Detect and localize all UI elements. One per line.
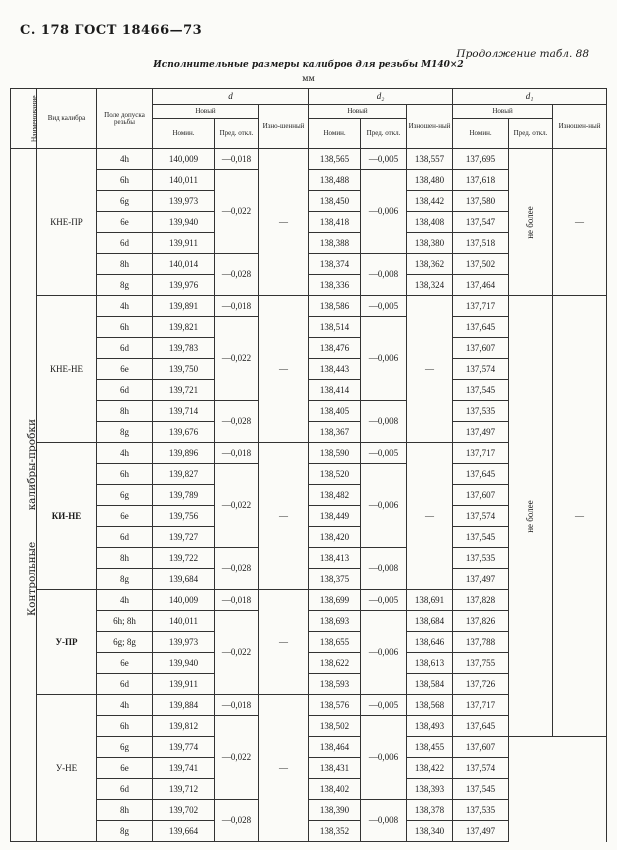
d1-nom: 137,828 [453, 590, 509, 611]
page-header-right: Продолжение табл. 88 [456, 48, 589, 60]
d-worn: — [259, 590, 309, 695]
d-nom: 139,741 [153, 758, 215, 779]
col-d-noviy: Новый [153, 105, 259, 119]
tol: 4h [97, 695, 153, 716]
d2-nom: 138,464 [309, 737, 361, 758]
d1-nom: 137,518 [453, 233, 509, 254]
d-dev: —0,022 [215, 317, 259, 401]
tol: 6e [97, 212, 153, 233]
d-nom: 139,891 [153, 296, 215, 317]
d2-nom: 138,593 [309, 674, 361, 695]
d2-worn: — [407, 443, 453, 590]
d1-nom: 137,645 [453, 464, 509, 485]
d1-nom: 137,726 [453, 674, 509, 695]
d1-nom: 137,717 [453, 695, 509, 716]
d2-nom: 138,375 [309, 569, 361, 590]
d2-worn: 138,480 [407, 170, 453, 191]
d-nom: 139,664 [153, 821, 215, 842]
d1-dev: не более [509, 296, 553, 737]
d2-worn: 138,568 [407, 695, 453, 716]
col-vid-kalibra: Вид калибра [37, 89, 97, 149]
table-row [11, 758, 607, 779]
d-nom: 139,714 [153, 401, 215, 422]
d-worn: — [259, 149, 309, 296]
d2-nom: 138,655 [309, 632, 361, 653]
d1-nom: 137,497 [453, 569, 509, 590]
d2-nom: 138,476 [309, 338, 361, 359]
d2-worn: 138,422 [407, 758, 453, 779]
d-dev: —0,028 [215, 800, 259, 842]
d-nom: 139,727 [153, 527, 215, 548]
tol: 8g [97, 422, 153, 443]
d2-nom: 138,367 [309, 422, 361, 443]
d-nom: 139,940 [153, 212, 215, 233]
d-nom: 139,712 [153, 779, 215, 800]
group-label: Контрольные калибры-пробки [26, 419, 38, 616]
tol: 6d [97, 233, 153, 254]
tol: 6e [97, 359, 153, 380]
tol: 8g [97, 275, 153, 296]
d-nom: 139,812 [153, 716, 215, 737]
col-d-pred: Пред. откл. [215, 119, 259, 149]
d-nom: 139,750 [153, 359, 215, 380]
d-nom: 139,684 [153, 569, 215, 590]
tol: 6h [97, 170, 153, 191]
table-title: Исполнительные размеры калибров для резьбы М140×2 [153, 60, 464, 70]
d2-dev: —0,006 [361, 317, 407, 401]
d2-nom: 138,443 [309, 359, 361, 380]
d-nom: 139,940 [153, 653, 215, 674]
d-dev: —0,018 [215, 443, 259, 464]
col-d2-nomin: Номин. [309, 119, 361, 149]
d-nom: 140,014 [153, 254, 215, 275]
tol: 4h [97, 590, 153, 611]
d2-dev: —0,008 [361, 254, 407, 296]
col-d2-iznosh: Изношен-ный [407, 105, 453, 149]
tol: 8g [97, 569, 153, 590]
block-name: У-ПР [37, 590, 97, 695]
tol: 6e [97, 758, 153, 779]
d1-nom: 137,545 [453, 527, 509, 548]
table-row [11, 821, 607, 842]
d1-nom: 137,645 [453, 716, 509, 737]
d2-worn: 138,393 [407, 779, 453, 800]
d1-nom: 137,717 [453, 443, 509, 464]
tol: 6g [97, 737, 153, 758]
d1-nom: 137,535 [453, 548, 509, 569]
d2-nom: 138,514 [309, 317, 361, 338]
d1-nom: 137,497 [453, 821, 509, 842]
col-d2-noviy: Новый [309, 105, 407, 119]
d2-dev: —0,005 [361, 590, 407, 611]
d2-worn: 138,340 [407, 821, 453, 842]
d-nom: 139,976 [153, 275, 215, 296]
tol: 6d [97, 779, 153, 800]
d-nom: 139,973 [153, 191, 215, 212]
d2-worn: 138,613 [407, 653, 453, 674]
d-nom: 140,011 [153, 611, 215, 632]
d2-dev: —0,008 [361, 800, 407, 842]
d2-nom: 138,488 [309, 170, 361, 191]
d2-nom: 138,622 [309, 653, 361, 674]
col-d1-pred: Пред. откл. [509, 119, 553, 149]
d-nom: 139,721 [153, 380, 215, 401]
table-body [11, 149, 607, 842]
tol: 8h [97, 548, 153, 569]
d-dev: —0,018 [215, 695, 259, 716]
d2-nom: 138,590 [309, 443, 361, 464]
table-row [11, 737, 607, 758]
d2-nom: 138,450 [309, 191, 361, 212]
tol: 4h [97, 149, 153, 170]
d2-nom: 138,576 [309, 695, 361, 716]
d-nom: 139,911 [153, 674, 215, 695]
d2-nom: 138,405 [309, 401, 361, 422]
tol: 6g; 8g [97, 632, 153, 653]
d-nom: 139,821 [153, 317, 215, 338]
d2-worn: — [407, 296, 453, 443]
d1-nom: 137,574 [453, 506, 509, 527]
d-nom: 139,884 [153, 695, 215, 716]
d1-nom: 137,717 [453, 296, 509, 317]
d-nom: 139,702 [153, 800, 215, 821]
d-nom: 139,722 [153, 548, 215, 569]
d-worn: — [259, 296, 309, 443]
tol: 6d [97, 338, 153, 359]
d-dev: —0,028 [215, 401, 259, 443]
d2-nom: 138,699 [309, 590, 361, 611]
d2-worn: 138,324 [407, 275, 453, 296]
d2-nom: 138,449 [309, 506, 361, 527]
d2-dev: —0,006 [361, 716, 407, 800]
d1-nom: 137,826 [453, 611, 509, 632]
col-d2: d₂ [309, 89, 453, 105]
d-nom: 139,774 [153, 737, 215, 758]
d-nom: 140,009 [153, 590, 215, 611]
d2-nom: 138,586 [309, 296, 361, 317]
d-nom: 139,973 [153, 632, 215, 653]
d2-dev: —0,006 [361, 611, 407, 695]
tol: 8h [97, 254, 153, 275]
d2-nom: 138,431 [309, 758, 361, 779]
d2-nom: 138,414 [309, 380, 361, 401]
tol: 6g [97, 191, 153, 212]
d2-worn: 138,557 [407, 149, 453, 170]
col-d-nomin: Номин. [153, 119, 215, 149]
d2-nom: 138,352 [309, 821, 361, 842]
tol: 6e [97, 506, 153, 527]
d1-nom: 137,497 [453, 422, 509, 443]
d1-nom: 137,574 [453, 359, 509, 380]
tol: 6h [97, 464, 153, 485]
d2-nom: 138,482 [309, 485, 361, 506]
d2-dev: —0,005 [361, 296, 407, 317]
d-worn: — [259, 443, 309, 590]
d2-dev: —0,006 [361, 170, 407, 254]
d1-nom: 137,580 [453, 191, 509, 212]
d2-nom: 138,390 [309, 800, 361, 821]
d1-nom: 137,607 [453, 737, 509, 758]
d2-nom: 138,388 [309, 233, 361, 254]
block-name: КИ-НЕ [37, 443, 97, 590]
d-dev: —0,022 [215, 464, 259, 548]
table-row [11, 149, 607, 170]
d1-nom: 137,574 [453, 758, 509, 779]
d1-nom: 137,607 [453, 338, 509, 359]
block-name: У-НЕ [37, 695, 97, 842]
d1-dev: не более [509, 149, 553, 296]
d2-worn: 138,584 [407, 674, 453, 695]
d2-worn: 138,378 [407, 800, 453, 821]
d2-worn: 138,684 [407, 611, 453, 632]
d2-worn: 138,362 [407, 254, 453, 275]
d1-nom: 137,545 [453, 779, 509, 800]
d-nom: 139,756 [153, 506, 215, 527]
d-dev: —0,022 [215, 716, 259, 800]
tol: 6d [97, 674, 153, 695]
col-d1-iznosh: Изношен-ный [553, 105, 607, 149]
col-d1-nomin: Номин. [453, 119, 509, 149]
d2-nom: 138,502 [309, 716, 361, 737]
d2-worn: 138,408 [407, 212, 453, 233]
tol: 6d [97, 380, 153, 401]
d1-nom: 137,535 [453, 800, 509, 821]
d1-nom: 137,755 [453, 653, 509, 674]
d-nom: 140,009 [153, 149, 215, 170]
d2-nom: 138,693 [309, 611, 361, 632]
d2-worn: 138,380 [407, 233, 453, 254]
d-dev: —0,018 [215, 590, 259, 611]
d-dev: —0,018 [215, 296, 259, 317]
d-nom: 140,011 [153, 170, 215, 191]
d-nom: 139,827 [153, 464, 215, 485]
col-pole-dopuska: Поле допуска резьбы [97, 89, 153, 149]
d-dev: —0,028 [215, 548, 259, 590]
tol: 6h [97, 317, 153, 338]
d2-dev: —0,006 [361, 464, 407, 548]
tol: 6g [97, 485, 153, 506]
d1-nom: 137,545 [453, 380, 509, 401]
d2-nom: 138,520 [309, 464, 361, 485]
d2-nom: 138,565 [309, 149, 361, 170]
d-dev: —0,022 [215, 611, 259, 695]
d2-nom: 138,420 [309, 527, 361, 548]
table-row [11, 779, 607, 800]
calibre-table [10, 88, 607, 842]
d2-dev: —0,005 [361, 149, 407, 170]
col-d: d [153, 89, 309, 105]
d2-nom: 138,374 [309, 254, 361, 275]
table-row [11, 296, 607, 317]
d1-nom: 137,607 [453, 485, 509, 506]
unit-label: мм [302, 74, 315, 83]
d2-dev: —0,008 [361, 401, 407, 443]
d1-nom: 137,695 [453, 149, 509, 170]
d-nom: 139,896 [153, 443, 215, 464]
col-d2-pred: Пред. откл. [361, 119, 407, 149]
d2-worn: 138,493 [407, 716, 453, 737]
d1-nom: 137,535 [453, 401, 509, 422]
d-nom: 139,783 [153, 338, 215, 359]
d1-nom: 137,464 [453, 275, 509, 296]
block-name: КНЕ-НЕ [37, 296, 97, 443]
col-d1: d₁ [453, 89, 607, 105]
col-d1-noviy: Новый [453, 105, 553, 119]
d-dev: —0,022 [215, 170, 259, 254]
d-nom: 139,789 [153, 485, 215, 506]
d-dev: —0,018 [215, 149, 259, 170]
d2-nom: 138,336 [309, 275, 361, 296]
page-header-left: С. 178 ГОСТ 18466—73 [20, 23, 203, 38]
d1-nom: 137,502 [453, 254, 509, 275]
d1-nom: 137,547 [453, 212, 509, 233]
tol: 8h [97, 401, 153, 422]
d2-worn: 138,442 [407, 191, 453, 212]
tol: 8h [97, 800, 153, 821]
tol: 6h; 8h [97, 611, 153, 632]
tol: 6e [97, 653, 153, 674]
d2-nom: 138,413 [309, 548, 361, 569]
d2-worn: 138,646 [407, 632, 453, 653]
tol: 6d [97, 527, 153, 548]
tol: 8g [97, 821, 153, 842]
d1-nom: 137,788 [453, 632, 509, 653]
block-name: КНЕ-ПР [37, 149, 97, 296]
tol: 4h [97, 296, 153, 317]
d2-dev: —0,005 [361, 695, 407, 716]
d2-nom: 138,418 [309, 212, 361, 233]
col-naimenovanie: Наименование [11, 89, 37, 149]
d2-dev: —0,005 [361, 443, 407, 464]
tol: 6h [97, 716, 153, 737]
d1-worn: — [553, 149, 607, 296]
d2-dev: —0,008 [361, 548, 407, 590]
d1-nom: 137,618 [453, 170, 509, 191]
col-d-iznosh: Изно-шенный [259, 105, 309, 149]
d2-nom: 138,402 [309, 779, 361, 800]
d-nom: 139,676 [153, 422, 215, 443]
d1-worn: — [553, 296, 607, 737]
table-row [11, 800, 607, 821]
d-nom: 139,911 [153, 233, 215, 254]
d2-worn: 138,691 [407, 590, 453, 611]
tol: 4h [97, 443, 153, 464]
d2-worn: 138,455 [407, 737, 453, 758]
d1-nom: 137,645 [453, 317, 509, 338]
d-dev: —0,028 [215, 254, 259, 296]
d-worn: — [259, 695, 309, 842]
